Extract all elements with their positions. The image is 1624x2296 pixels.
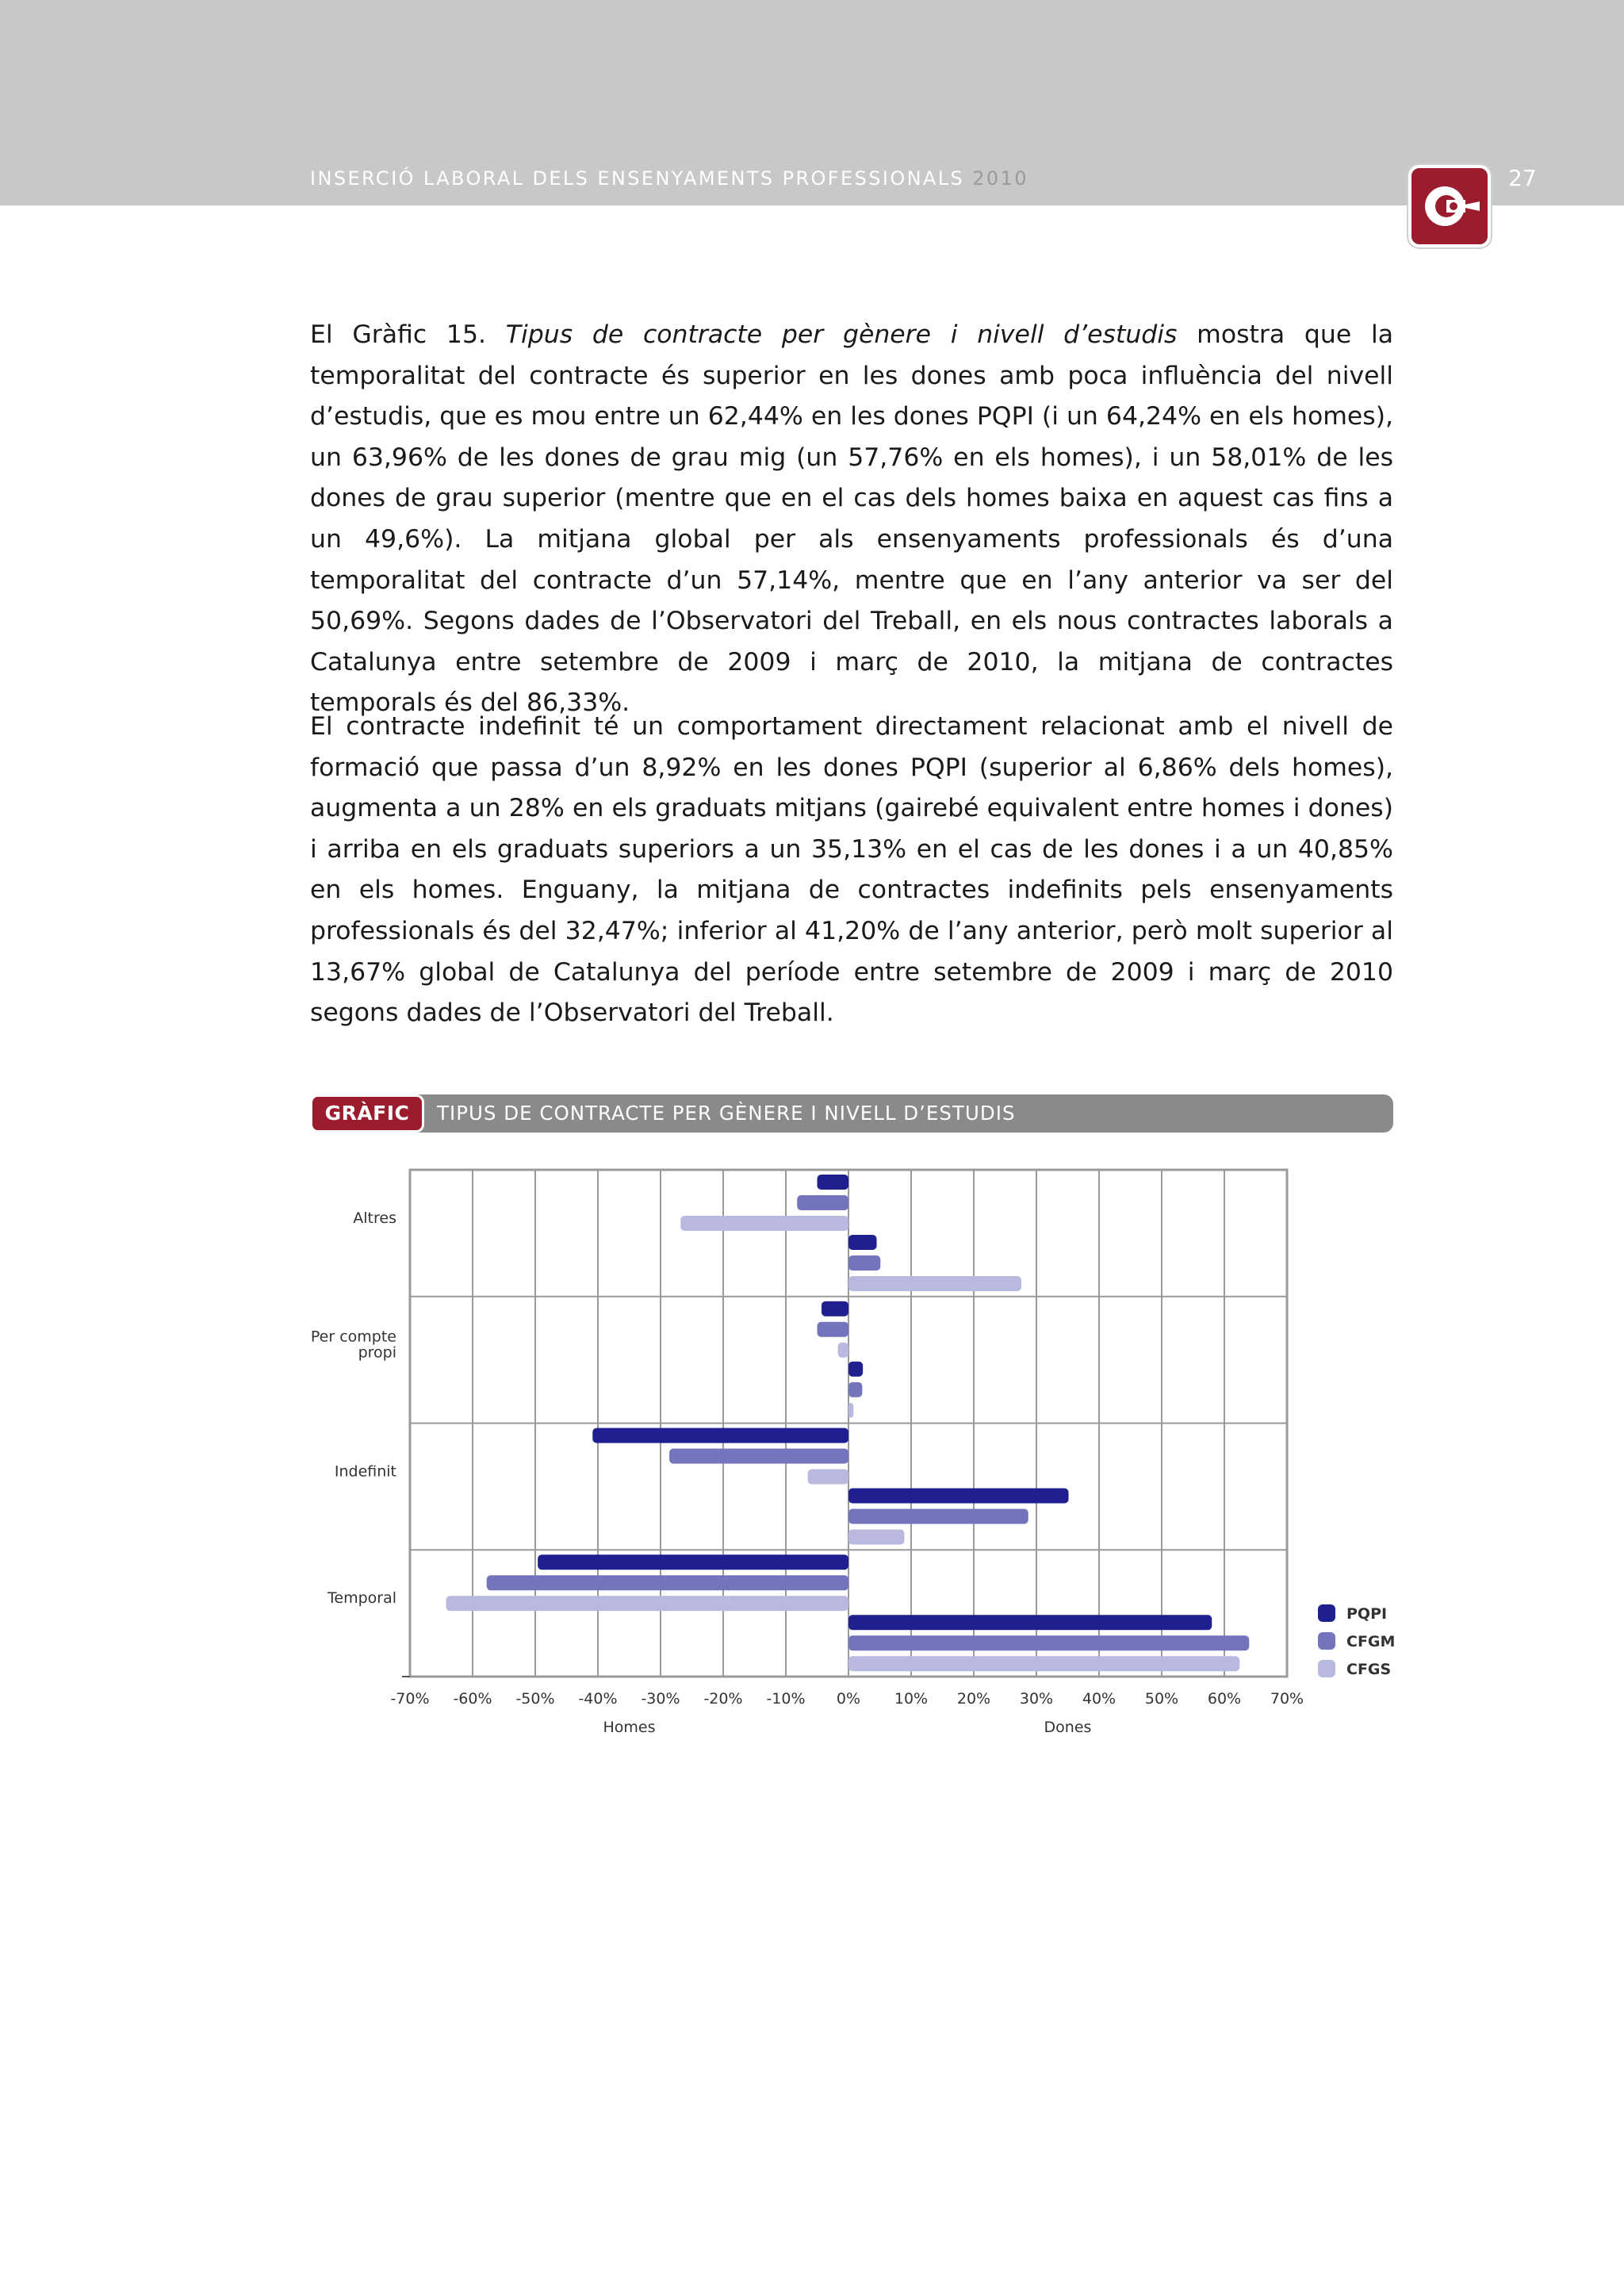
x-tick-label: -10% (766, 1690, 806, 1708)
running-title-year: 2010 (972, 167, 1028, 190)
x-tick-label: -60% (453, 1690, 492, 1708)
bar-dones-cfgs (848, 1530, 904, 1545)
legend-swatch-pqpi (1318, 1604, 1335, 1622)
category-label: Altres (353, 1209, 396, 1227)
bar-homes-pqpi (818, 1175, 849, 1190)
bar-homes-pqpi (592, 1428, 848, 1443)
category-label: propi (358, 1343, 396, 1362)
page-number: 27 (1508, 165, 1537, 191)
x-tick-label: 70% (1270, 1690, 1304, 1708)
bar-dones-cfgm (848, 1509, 1028, 1524)
bar-dones-cfgs (848, 1276, 1021, 1291)
x-tick-label: 10% (894, 1690, 929, 1708)
group-label-dones: Dones (1044, 1719, 1092, 1736)
bar-dones-pqpi (848, 1362, 863, 1377)
bar-homes-cfgm (818, 1322, 849, 1337)
legend-swatch-cfgm (1318, 1632, 1335, 1650)
bar-homes-cfgs (680, 1216, 848, 1231)
category-label: Per compte (310, 1328, 396, 1346)
bar-homes-cfgm (487, 1575, 848, 1590)
bar-dones-pqpi (848, 1235, 877, 1250)
figure-title: TIPUS DE CONTRACTE PER GÈNERE I NIVELL D’ESTUDIS (437, 1102, 1016, 1125)
bar-dones-cfgm (848, 1382, 862, 1397)
legend-label-cfgm: CFGM (1346, 1633, 1396, 1650)
legend-label-cfgs: CFGS (1346, 1661, 1392, 1678)
category-label: Indefinit (334, 1462, 396, 1481)
paragraph-1-text: mostra que la temporalitat del contracte és superior en les dones amb poca influència del nivell d’estudis, que es mou entre un 62,44% en les dones PQPI (i un 64,24% en els homes), un 63,96% de les dones de grau mig (un 57,76% en els homes), i un 58,01% de les dones de grau superior (mentre que en el cas dels homes baixa en aquest cas fins a un 49,6%). La mitjana global per als ensenyaments professionals és d’una temporalitat del contracte d’un 57,14%, mentre que en l’any anterior va ser del 50,69%. Segons dades de l’Observatori del Treball, en els nous contractes laborals a Catalunya entre setembre de 2009 i març de 2010, la mitjana de contractes temporals és del 86,33%. (310, 320, 1394, 718)
bar-dones-pqpi (848, 1615, 1212, 1630)
x-tick-label: -50% (515, 1690, 555, 1708)
x-tick-label: -30% (641, 1690, 680, 1708)
bar-homes-cfgm (669, 1449, 848, 1464)
x-tick-label: 40% (1082, 1690, 1116, 1708)
paragraph-1-lead: El Gràfic 15. (310, 320, 506, 349)
x-tick-label: 0% (836, 1690, 861, 1708)
bar-homes-cfgs (838, 1343, 848, 1358)
bar-dones-cfgs (848, 1656, 1239, 1671)
x-tick-label: 30% (1019, 1690, 1054, 1708)
bar-dones-cfgm (848, 1255, 880, 1271)
bar-homes-cfgm (797, 1195, 848, 1210)
bar-dones-pqpi (848, 1489, 1069, 1504)
x-tick-label: 20% (956, 1690, 991, 1708)
paragraph-2-text: El contracte indefinit té un comportament directament relacionat amb el nivell de formació que passa d’un 8,92% en les dones PQPI (superior al 6,86% dels homes), augmenta a un 28% en els graduats mitjans (gairebé equivalent entre homes i dones) i arriba en els graduats superiors a un 35,13% en el cas de les dones i a un 40,85% en els homes. Enguany, la mitjana de contractes indefinits pels ensenyaments professionals és del 32,47%; inferior al 41,20% de l’any anterior, però molt superior al 13,67% global de Catalunya del període entre setembre de 2009 i març de 2010 segons dades de l’Observatori del Treball. (310, 712, 1393, 1028)
running-title: INSERCIÓ LABORAL DELS ENSENYAMENTS PROFESSIONALS 2010 (310, 167, 1028, 190)
figure-tag: GRÀFIC 15 (310, 1094, 424, 1133)
legend-swatch-cfgs (1318, 1660, 1335, 1677)
bar-homes-pqpi (538, 1554, 848, 1570)
x-tick-label: -40% (578, 1690, 618, 1708)
x-tick-label: -20% (703, 1690, 743, 1708)
legend-label-pqpi: PQPI (1346, 1605, 1388, 1623)
bar-homes-pqpi (822, 1301, 848, 1317)
figure-reference: Tipus de contracte per gènere i nivell d’estudis (505, 320, 1178, 349)
group-label-homes: Homes (603, 1719, 656, 1736)
bar-homes-cfgs (808, 1470, 848, 1485)
bar-homes-cfgs (446, 1596, 848, 1611)
category-label: Temporal (327, 1589, 396, 1608)
x-tick-label: -70% (390, 1690, 430, 1708)
x-tick-label: 50% (1144, 1690, 1179, 1708)
bar-dones-cfgm (848, 1635, 1249, 1650)
x-tick-label: 60% (1207, 1690, 1242, 1708)
bar-dones-cfgs (848, 1403, 853, 1418)
